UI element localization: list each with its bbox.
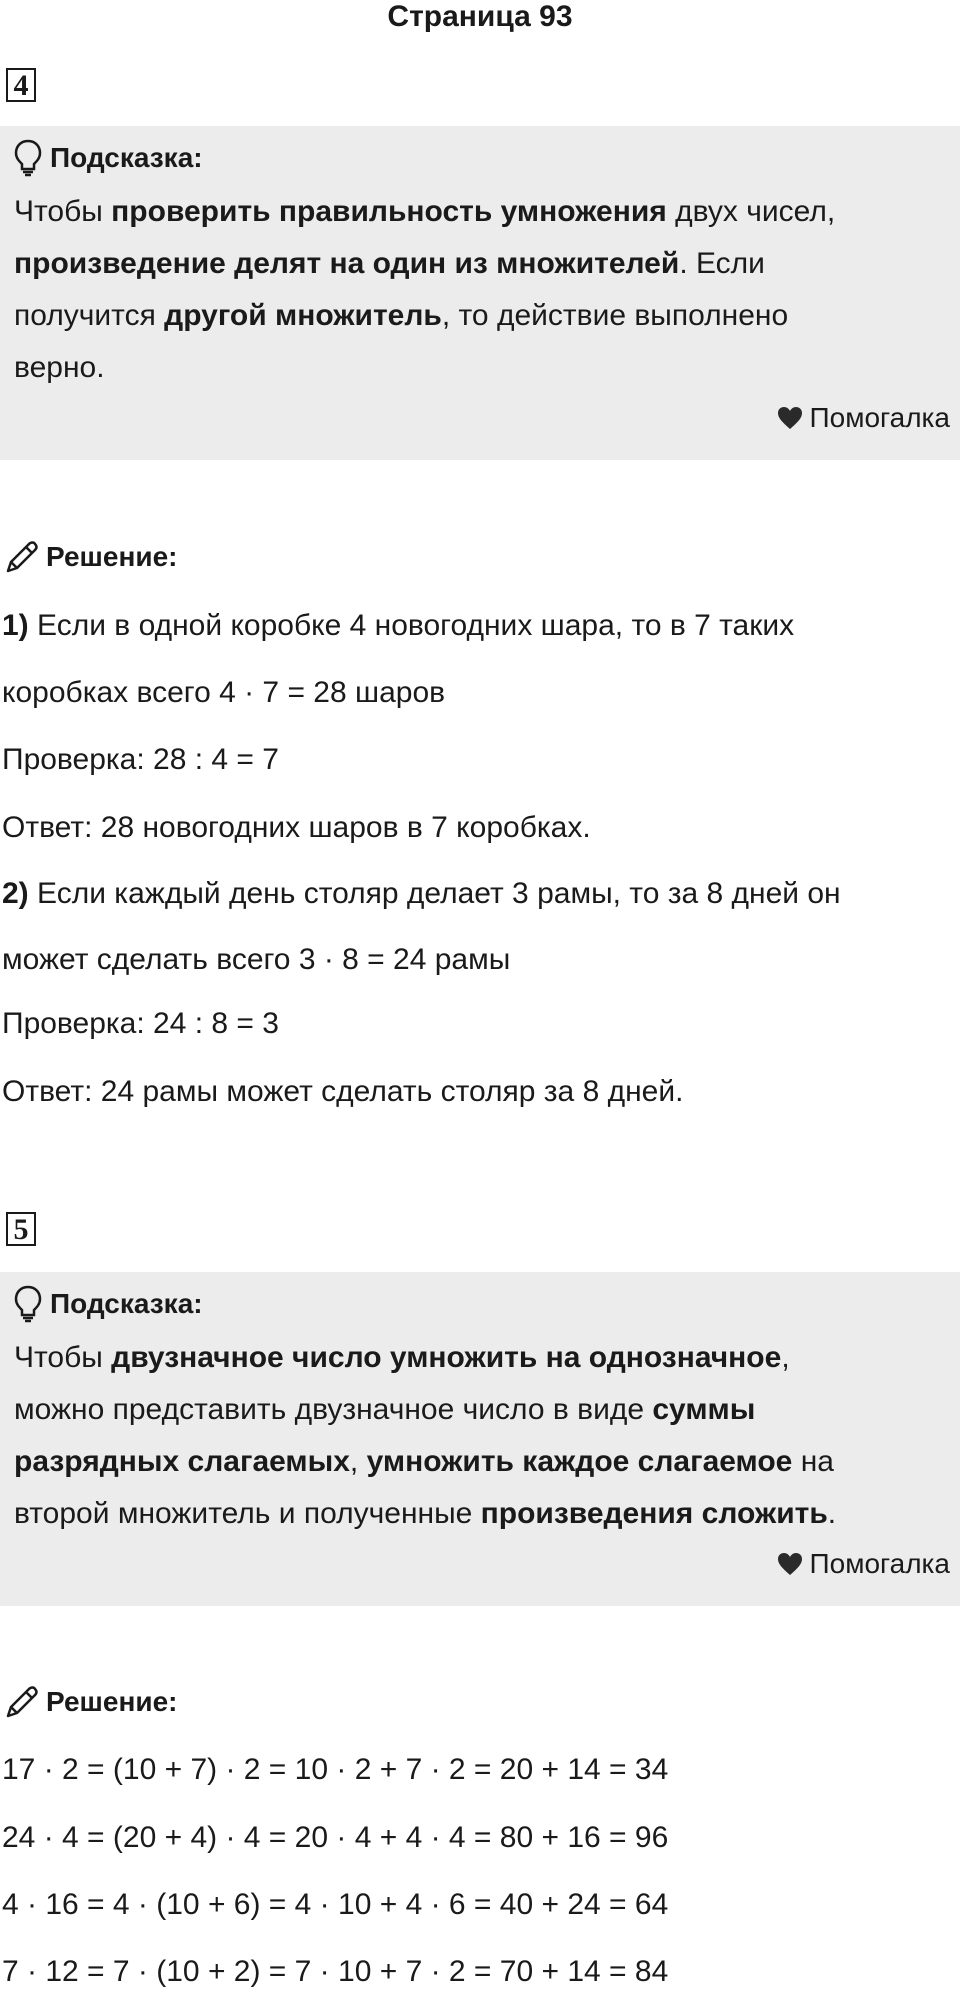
hint-line <box>14 290 946 342</box>
solution-text: 7 · 12 = 7 · (10 + 2) = 7 · 10 + 7 · 2 = 70 + 14 = 84 <box>2 1955 669 1988</box>
hint-line <box>14 1384 946 1436</box>
solution-line <box>2 1750 668 1790</box>
heart-icon <box>776 405 804 431</box>
solution-line <box>2 1072 683 1112</box>
hint-footer <box>14 394 950 442</box>
hint-text-bold: проверить правильность умножения <box>111 195 667 228</box>
solution-header-task-5 <box>4 1680 177 1724</box>
hint-text-run: можно представить двузначное число в виде <box>14 1393 653 1426</box>
page-title: Страница 93 <box>387 0 573 33</box>
solution-line <box>2 940 510 980</box>
pencil-icon <box>4 539 40 575</box>
hint-text-run: Чтобы <box>14 195 112 228</box>
hint-line <box>14 1488 946 1540</box>
task-number-5: 5 <box>6 1212 36 1246</box>
lightbulb-icon <box>14 139 42 177</box>
hint-footer <box>14 1540 950 1588</box>
hint-text-run: . <box>827 1497 837 1530</box>
solution-line <box>2 673 445 713</box>
solution-title: Решение: <box>46 541 178 572</box>
solution-line <box>2 874 841 914</box>
hint-line <box>14 186 946 238</box>
hint-text-bold: другой множитель <box>164 299 442 332</box>
solution-text: 24 · 4 = (20 + 4) · 4 = 20 · 4 + 4 · 4 = 80 + 16 = 96 <box>2 1821 669 1854</box>
hint-text-run: на <box>792 1445 834 1478</box>
hint-title: Подсказка: <box>50 142 203 173</box>
hint-line <box>14 1436 946 1488</box>
hint-header <box>14 136 946 180</box>
hint-text-run: , <box>781 1341 790 1374</box>
task-number-4: 4 <box>6 68 36 102</box>
solution-line <box>2 1885 668 1925</box>
helper-brand-label: Помогалка <box>809 1548 950 1579</box>
solution-text: может сделать всего 3 · 8 = 24 рамы <box>2 943 511 976</box>
hint-line <box>14 238 946 290</box>
hint-text-bold: двузначное число умножить на однозначное <box>111 1341 782 1374</box>
heart-icon <box>776 1551 804 1577</box>
item-number: 1) <box>2 609 29 642</box>
solution-text: 17 · 2 = (10 + 7) · 2 = 10 · 2 + 7 · 2 = 20 + 14 = 34 <box>2 1753 669 1786</box>
hint-text-run: . Если <box>679 247 765 280</box>
solution-line <box>2 740 279 780</box>
hint-text <box>14 1332 946 1540</box>
hint-header <box>14 1282 946 1326</box>
hint-text-run: двух чисел, <box>666 195 836 228</box>
solution-line <box>2 808 591 848</box>
hint-title: Подсказка: <box>50 1288 203 1319</box>
hint-text-run: Чтобы <box>14 1341 112 1374</box>
solution-text: коробках всего 4 · 7 = 28 шаров <box>2 676 446 709</box>
hint-box-task-4 <box>0 126 960 460</box>
hint-text-run: верно. <box>14 351 105 384</box>
lightbulb-icon <box>14 1285 42 1323</box>
pencil-icon <box>4 1684 40 1720</box>
hint-text-bold: умножить каждое слагаемое <box>366 1445 793 1478</box>
hint-text-run: , то действие выполнено <box>441 299 789 332</box>
solution-header-task-4 <box>4 535 177 579</box>
solution-line <box>2 1004 279 1044</box>
solution-text: Если в одной коробке 4 новогодних шара, то в 7 таких <box>28 609 795 642</box>
hint-text-bold: суммы <box>652 1393 756 1426</box>
hint-box-task-5 <box>0 1272 960 1606</box>
hint-text-bold: произведение делят на один из множителей <box>14 247 680 280</box>
solution-text: Ответ: 24 рамы может сделать столяр за 8 дней. <box>2 1075 684 1108</box>
solution-line <box>2 1818 668 1858</box>
item-number: 2) <box>2 877 29 910</box>
hint-text-bold: разрядных слагаемых <box>14 1445 350 1478</box>
solution-text: Проверка: 28 : 4 = 7 <box>2 743 279 776</box>
hint-text-run: получится <box>14 299 165 332</box>
hint-line <box>14 1332 946 1384</box>
solution-text: Если каждый день столяр делает 3 рамы, то за 8 дней он <box>28 877 841 910</box>
hint-text-run: , <box>349 1445 367 1478</box>
hint-line <box>14 342 946 394</box>
hint-text-run: второй множитель и полученные <box>14 1497 481 1530</box>
hint-text <box>14 186 946 394</box>
hint-text-bold: произведения сложить <box>480 1497 828 1530</box>
solution-line <box>2 606 794 646</box>
solution-text: Проверка: 24 : 8 = 3 <box>2 1007 279 1040</box>
solution-text: 4 · 16 = 4 · (10 + 6) = 4 · 10 + 4 · 6 = 40 + 24 = 64 <box>2 1888 669 1921</box>
solution-text: Ответ: 28 новогодних шаров в 7 коробках. <box>2 811 591 844</box>
helper-brand-label: Помогалка <box>809 402 950 433</box>
solution-title: Решение: <box>46 1686 178 1717</box>
solution-line <box>2 1952 668 1992</box>
